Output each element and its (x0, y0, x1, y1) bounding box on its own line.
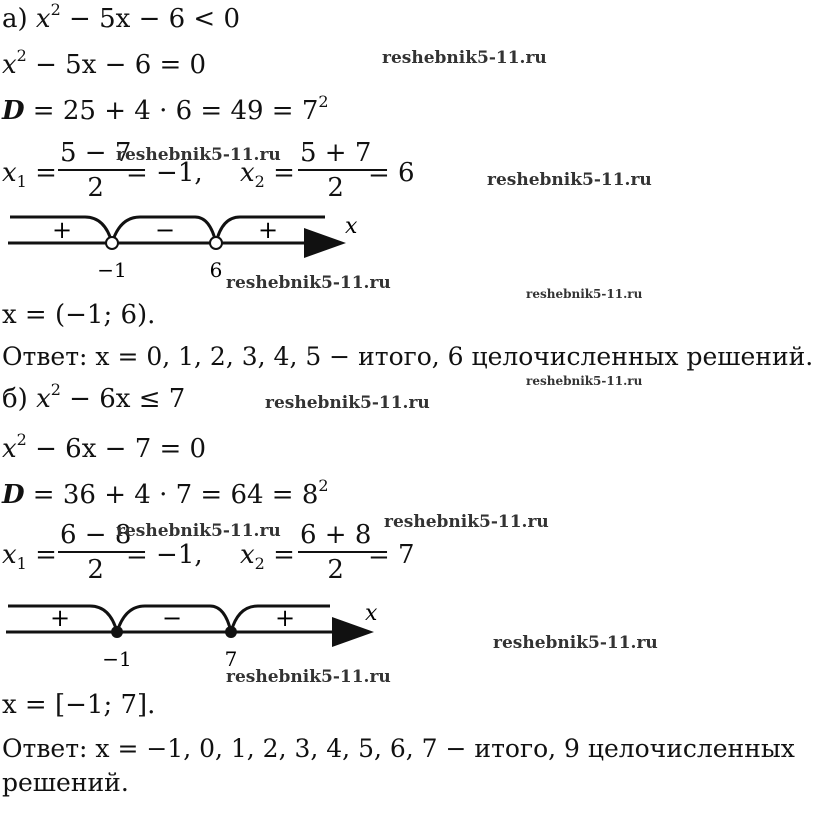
point-label-2: 7 (224, 647, 238, 671)
watermark-text: reshebnik5-11.ru (116, 145, 281, 165)
part-a-root1-result: = −1, (126, 158, 203, 188)
part-b-eq-var: x (2, 434, 17, 464)
part-a-root1-var: x (2, 158, 17, 188)
part-a-ineq-exp: 2 (50, 0, 61, 19)
watermark-text: reshebnik5-11.ru (226, 667, 391, 687)
part-b-number-line (0, 596, 390, 676)
part-b-disc-exp: 2 (318, 476, 329, 495)
part-b-discriminant (2, 476, 329, 510)
part-a-eq-exp: 2 (16, 46, 27, 65)
part-a-interval: x = (−1; 6). (2, 300, 156, 330)
part-a-root1-num: 5 − 7 (60, 138, 132, 168)
part-b-eq-exp: 2 (16, 430, 27, 449)
part-a-equation (2, 46, 207, 80)
fraction-bar (298, 169, 373, 171)
part-b-disc-var: D (2, 480, 25, 510)
part-a-root2-sub: 2 (254, 172, 265, 191)
closed-point-2 (225, 626, 237, 638)
point-label-2: 6 (209, 258, 223, 282)
closed-point-1 (111, 626, 123, 638)
part-b-root1-num: 6 − 8 (60, 520, 132, 550)
part-a-root1-sub: 1 (16, 172, 27, 191)
point-label-1: −1 (97, 258, 127, 282)
part-a-ineq-rest: − 5x − 6 < 0 (60, 4, 241, 34)
part-a-root2-result: = 6 (368, 158, 415, 188)
part-b-root2-result: = 7 (368, 540, 415, 570)
axis-label: x (345, 214, 358, 239)
part-a-root2-var: x (240, 158, 255, 188)
part-b-root1-lhs: $x_1$ = (2, 540, 57, 573)
part-b-ineq-var: x (36, 384, 51, 414)
part-a-root2-fraction (298, 138, 373, 203)
watermark-text: reshebnik5-11.ru (487, 170, 652, 190)
point-label-1: −1 (102, 647, 132, 671)
watermark-text: reshebnik5-11.ru (226, 273, 391, 293)
part-b-ineq-rest: − 6x ≤ 7 (60, 384, 186, 414)
sign-plus-right: + (257, 216, 279, 244)
part-b-root2-sub: 2 (254, 554, 265, 573)
part-b-root2-lhs: $x_2$ = (240, 540, 295, 573)
part-b-ineq-exp: 2 (50, 380, 61, 399)
part-a-label: а) (2, 4, 28, 34)
sign-plus-left: + (51, 216, 73, 244)
part-a-inequality (2, 0, 241, 34)
part-a-eq-rest: − 5x − 6 = 0 (26, 50, 207, 80)
watermark-text: reshebnik5-11.ru (265, 393, 430, 413)
part-b-interval: x = [−1; 7]. (2, 690, 156, 720)
part-b-equation (2, 430, 207, 464)
watermark-text: reshebnik5-11.ru (382, 48, 547, 68)
part-b-eq-rest: − 6x − 7 = 0 (26, 434, 207, 464)
part-b-root2-num: 6 + 8 (300, 520, 372, 550)
part-b-root2-den: 2 (327, 555, 344, 585)
part-a-eq-var: x (2, 50, 17, 80)
watermark-text: reshebnik5-11.ru (526, 374, 643, 388)
part-b-root1-den: 2 (87, 555, 104, 585)
fraction-bar (58, 169, 133, 171)
part-a-root1-den: 2 (87, 173, 104, 203)
part-a-disc-exp: 2 (318, 92, 329, 111)
fraction-bar (298, 551, 373, 553)
part-a-root2-num: 5 + 7 (300, 138, 372, 168)
axis-label: x (365, 601, 378, 626)
part-b-answer-line2: решений. (2, 768, 129, 797)
sign-plus-left: + (49, 604, 71, 632)
part-b-label: б) (2, 384, 28, 414)
part-a-ineq-var: x (35, 4, 51, 34)
part-b-disc-expr: = 36 + 4 · 7 = 64 = 8 (24, 480, 319, 510)
watermark-text: reshebnik5-11.ru (384, 512, 549, 532)
part-a-disc-expr: = 25 + 4 · 6 = 49 = 7 (24, 96, 319, 126)
part-b-root1-var: x (2, 540, 17, 570)
part-a-answer: Ответ: x = 0, 1, 2, 3, 4, 5 − итого, 6 целочисленных решений. (2, 342, 813, 371)
part-b-answer-line1: Ответ: x = −1, 0, 1, 2, 3, 4, 5, 6, 7 − итого, 9 целочисленных (2, 734, 795, 763)
watermark-text: reshebnik5-11.ru (493, 633, 658, 653)
fraction-bar (58, 551, 133, 553)
part-a-disc-var: D (2, 96, 25, 126)
part-b-root1-result: = −1, (126, 540, 203, 570)
part-a-root2-lhs: $x_2$ = (240, 158, 295, 191)
watermark-text: reshebnik5-11.ru (526, 287, 643, 301)
part-a-discriminant (2, 92, 329, 126)
part-b-root2-fraction (298, 520, 373, 585)
part-a-root2-den: 2 (327, 173, 344, 203)
part-b-root2-var: x (240, 540, 255, 570)
sign-minus-middle: − (154, 216, 176, 244)
watermark-text: reshebnik5-11.ru (116, 521, 281, 541)
part-b-inequality (2, 380, 186, 414)
part-a-root1-lhs: $x_1$ = (2, 158, 57, 191)
part-b-root1-sub: 1 (16, 554, 27, 573)
sign-plus-right: + (274, 604, 296, 632)
sign-minus-middle: − (161, 604, 183, 632)
open-point-2 (210, 237, 222, 249)
open-point-1 (106, 237, 118, 249)
